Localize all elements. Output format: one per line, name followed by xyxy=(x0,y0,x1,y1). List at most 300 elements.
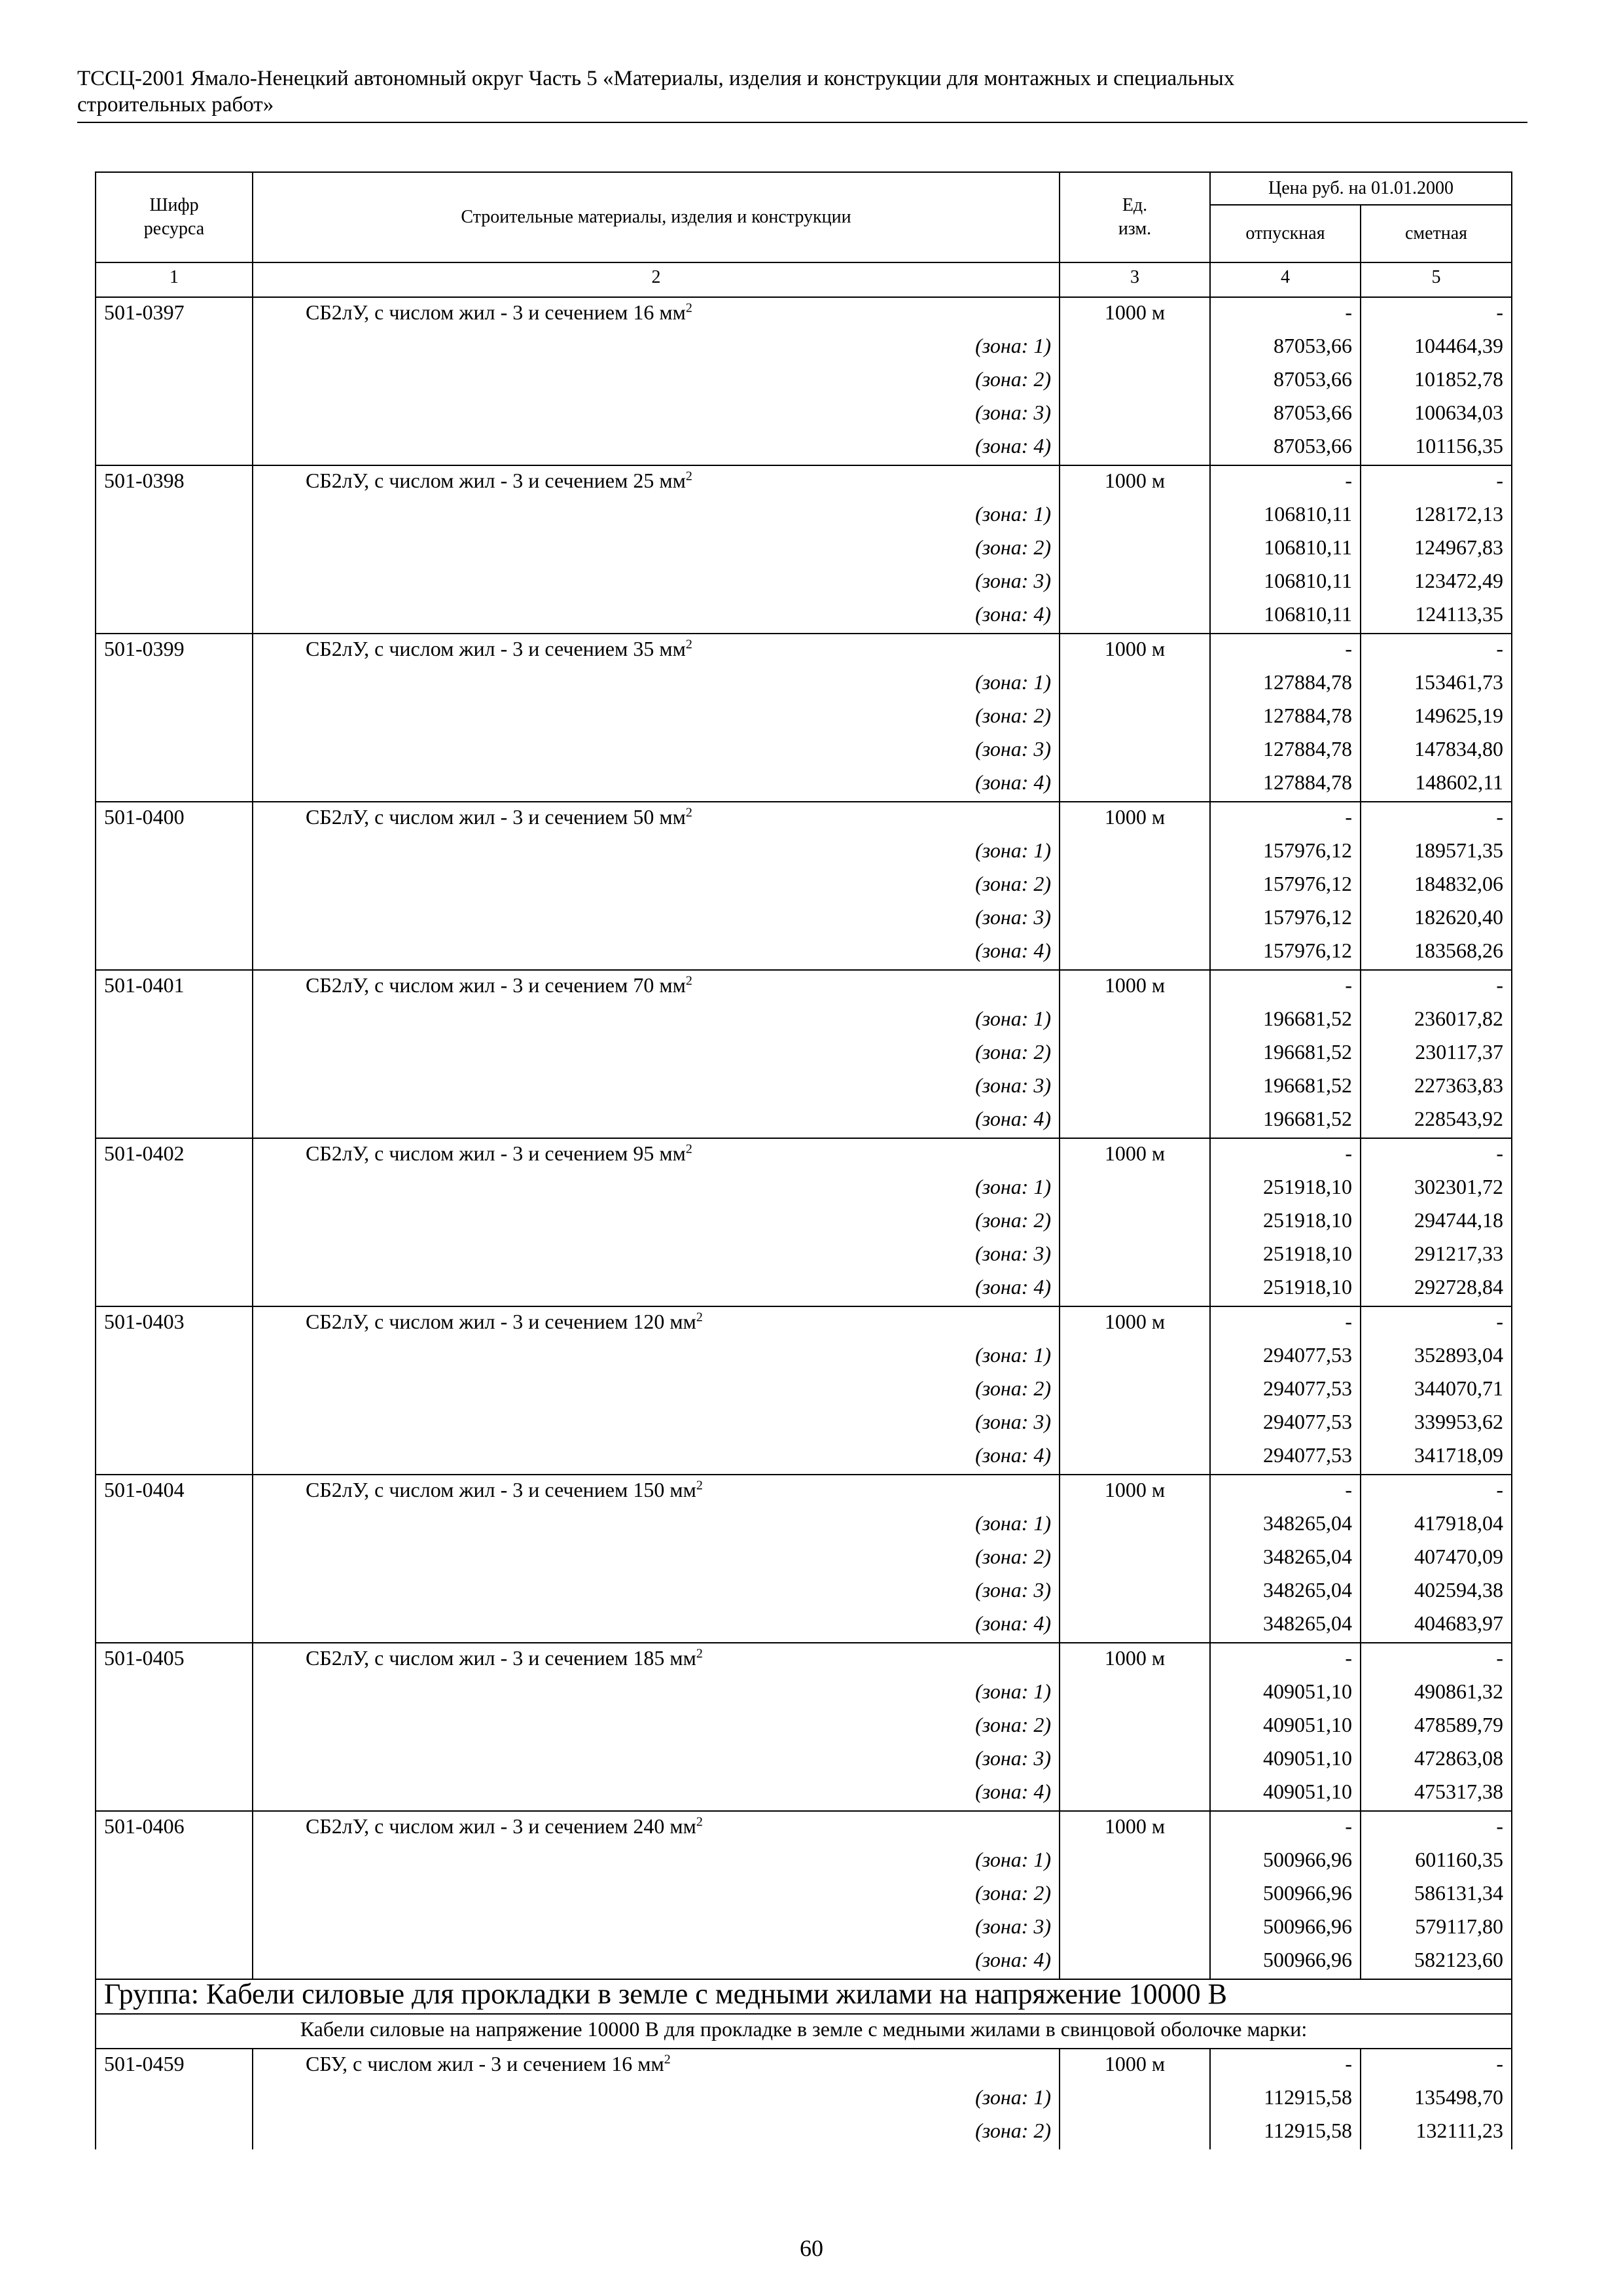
price-release: 106810,11 xyxy=(1210,600,1361,634)
price-estimate: - xyxy=(1361,1643,1512,1677)
col-header-code-line1: Шифр xyxy=(149,195,199,215)
zone-row xyxy=(96,836,1512,869)
zone-label: (зона: 1) xyxy=(253,1004,1060,1037)
price-release: 87053,66 xyxy=(1210,365,1361,398)
price-release: 251918,10 xyxy=(1210,1172,1361,1206)
unit-empty xyxy=(1060,1845,1210,1878)
price-estimate: 149625,19 xyxy=(1361,701,1512,734)
price-release: 127884,78 xyxy=(1210,668,1361,701)
table-header-row xyxy=(96,172,1512,205)
resource-code-empty xyxy=(96,1710,253,1744)
unit-empty xyxy=(1060,836,1210,869)
zone-row xyxy=(96,398,1512,431)
table-row xyxy=(96,1643,1512,1677)
unit-empty xyxy=(1060,1172,1210,1206)
zone-row xyxy=(96,936,1512,970)
resource-code-empty xyxy=(96,1004,253,1037)
price-estimate: 601160,35 xyxy=(1361,1845,1512,1878)
item-name-text: СБУ, с числом жил - 3 и сечением 16 мм xyxy=(306,2052,664,2075)
item-name-text: СБ2лУ, с числом жил - 3 и сечением 35 мм xyxy=(306,637,686,660)
price-estimate: - xyxy=(1361,634,1512,668)
table-body-2 xyxy=(96,2049,1512,2149)
unit-empty xyxy=(1060,1509,1210,1542)
zone-label: (зона: 1) xyxy=(253,331,1060,365)
resource-code-empty xyxy=(96,701,253,734)
price-release: 348265,04 xyxy=(1210,1609,1361,1643)
unit-empty xyxy=(1060,1104,1210,1138)
zone-label: (зона: 3) xyxy=(253,1407,1060,1441)
column-number-row xyxy=(96,262,1512,297)
price-estimate: - xyxy=(1361,465,1512,499)
page-number: 60 xyxy=(800,2235,823,2261)
unit-empty xyxy=(1060,533,1210,566)
zone-row xyxy=(96,869,1512,903)
price-release: 348265,04 xyxy=(1210,1542,1361,1575)
price-release: 196681,52 xyxy=(1210,1071,1361,1104)
resource-code-empty xyxy=(96,1509,253,1542)
unit-empty xyxy=(1060,1945,1210,1979)
zone-label: (зона: 4) xyxy=(253,1777,1060,1811)
zone-label: (зона: 2) xyxy=(253,1710,1060,1744)
zone-row xyxy=(96,1004,1512,1037)
unit-empty xyxy=(1060,1272,1210,1306)
unit-empty xyxy=(1060,1744,1210,1777)
unit-superscript: 2 xyxy=(664,2052,671,2067)
column-number: 5 xyxy=(1361,262,1512,297)
zone-label: (зона: 4) xyxy=(253,1441,1060,1475)
unit-empty xyxy=(1060,1878,1210,1912)
zone-label: (зона: 1) xyxy=(253,2083,1060,2116)
zone-label: (зона: 4) xyxy=(253,431,1060,465)
price-estimate: 184832,06 xyxy=(1361,869,1512,903)
zone-label: (зона: 2) xyxy=(253,1542,1060,1575)
table-row xyxy=(96,2049,1512,2083)
item-name xyxy=(253,634,1060,668)
item-name-text: СБ2лУ, с числом жил - 3 и сечением 70 мм xyxy=(306,973,686,997)
price-release: 157976,12 xyxy=(1210,836,1361,869)
price-estimate: 135498,70 xyxy=(1361,2083,1512,2116)
unit-empty xyxy=(1060,734,1210,768)
zone-row xyxy=(96,1104,1512,1138)
resource-code: 501-0397 xyxy=(96,297,253,331)
zone-row xyxy=(96,734,1512,768)
table-row xyxy=(96,465,1512,499)
unit: 1000 м xyxy=(1060,2049,1210,2083)
zone-row xyxy=(96,1172,1512,1206)
price-release: 409051,10 xyxy=(1210,1677,1361,1710)
zone-row xyxy=(96,566,1512,600)
table-row xyxy=(96,1138,1512,1172)
zone-row xyxy=(96,1575,1512,1609)
table-row xyxy=(96,1475,1512,1509)
price-estimate: 101156,35 xyxy=(1361,431,1512,465)
zone-label: (зона: 3) xyxy=(253,734,1060,768)
unit-empty xyxy=(1060,1677,1210,1710)
resource-code: 501-0401 xyxy=(96,970,253,1004)
unit-empty xyxy=(1060,365,1210,398)
zone-label: (зона: 4) xyxy=(253,1609,1060,1643)
zone-label: (зона: 3) xyxy=(253,903,1060,936)
zone-row xyxy=(96,1845,1512,1878)
table-row xyxy=(96,802,1512,836)
resource-code-empty xyxy=(96,499,253,533)
unit-empty xyxy=(1060,431,1210,465)
unit-empty xyxy=(1060,1542,1210,1575)
zone-row xyxy=(96,1609,1512,1643)
zone-row xyxy=(96,1878,1512,1912)
zone-label: (зона: 4) xyxy=(253,936,1060,970)
resource-code: 501-0398 xyxy=(96,465,253,499)
col-header-unit-line1: Ед. xyxy=(1122,195,1148,215)
unit-empty xyxy=(1060,1340,1210,1374)
resource-code: 501-0403 xyxy=(96,1306,253,1340)
header-rule xyxy=(77,122,1527,123)
zone-label: (зона: 1) xyxy=(253,1340,1060,1374)
unit-superscript: 2 xyxy=(685,973,692,988)
price-release: 106810,11 xyxy=(1210,533,1361,566)
unit-empty xyxy=(1060,1004,1210,1037)
price-estimate: 341718,09 xyxy=(1361,1441,1512,1475)
zone-label: (зона: 1) xyxy=(253,668,1060,701)
price-release: 157976,12 xyxy=(1210,869,1361,903)
zone-row xyxy=(96,1912,1512,1945)
price-release: 87053,66 xyxy=(1210,431,1361,465)
unit-empty xyxy=(1060,936,1210,970)
zone-label: (зона: 1) xyxy=(253,1677,1060,1710)
item-name xyxy=(253,297,1060,331)
price-release: 500966,96 xyxy=(1210,1912,1361,1945)
resource-code-empty xyxy=(96,600,253,634)
unit-superscript: 2 xyxy=(696,1478,703,1493)
price-estimate: 148602,11 xyxy=(1361,768,1512,802)
price-estimate: 228543,92 xyxy=(1361,1104,1512,1138)
subgroup-row xyxy=(96,2014,1512,2049)
col-header-unit xyxy=(1060,172,1210,262)
col-header-name: Строительные материалы, изделия и конструкции xyxy=(253,172,1060,262)
item-name-text: СБ2лУ, с числом жил - 3 и сечением 185 мм xyxy=(306,1646,696,1670)
price-release: 127884,78 xyxy=(1210,701,1361,734)
price-estimate: 153461,73 xyxy=(1361,668,1512,701)
price-estimate: - xyxy=(1361,1811,1512,1845)
resource-code-empty xyxy=(96,365,253,398)
resource-code-empty xyxy=(96,533,253,566)
group-title: Группа: Кабели силовые для прокладки в земле с медными жилами на напряжение 10000 В xyxy=(96,1979,1512,2014)
zone-row xyxy=(96,1777,1512,1811)
resource-code-empty xyxy=(96,1677,253,1710)
zone-row xyxy=(96,431,1512,465)
header-line-2: строительных работ» xyxy=(77,93,274,117)
zone-label: (зона: 1) xyxy=(253,499,1060,533)
unit-superscript: 2 xyxy=(696,1814,703,1829)
zone-label: (зона: 4) xyxy=(253,1104,1060,1138)
price-estimate: - xyxy=(1361,802,1512,836)
unit-empty xyxy=(1060,1037,1210,1071)
resource-code-empty xyxy=(96,1777,253,1811)
price-release: - xyxy=(1210,634,1361,668)
price-estimate: - xyxy=(1361,1475,1512,1509)
resource-code-empty xyxy=(96,1575,253,1609)
price-release: 112915,58 xyxy=(1210,2116,1361,2149)
price-release: 127884,78 xyxy=(1210,768,1361,802)
price-release: 106810,11 xyxy=(1210,566,1361,600)
resource-code: 501-0402 xyxy=(96,1138,253,1172)
price-estimate: - xyxy=(1361,1138,1512,1172)
resource-code-empty xyxy=(96,734,253,768)
unit-empty xyxy=(1060,1575,1210,1609)
unit-empty xyxy=(1060,1777,1210,1811)
price-release: 251918,10 xyxy=(1210,1206,1361,1239)
price-estimate: - xyxy=(1361,2049,1512,2083)
column-number: 3 xyxy=(1060,262,1210,297)
unit-empty xyxy=(1060,1239,1210,1272)
price-estimate: 490861,32 xyxy=(1361,1677,1512,1710)
price-release: 87053,66 xyxy=(1210,398,1361,431)
document-header xyxy=(77,65,1524,118)
unit-empty xyxy=(1060,566,1210,600)
col-header-price-group: Цена руб. на 01.01.2000 xyxy=(1210,172,1512,205)
unit: 1000 м xyxy=(1060,1306,1210,1340)
zone-label: (зона: 2) xyxy=(253,1037,1060,1071)
price-release: 294077,53 xyxy=(1210,1374,1361,1407)
zone-row xyxy=(96,365,1512,398)
zone-label: (зона: 1) xyxy=(253,1845,1060,1878)
price-release: - xyxy=(1210,465,1361,499)
resource-code-empty xyxy=(96,566,253,600)
zone-row xyxy=(96,499,1512,533)
zone-row xyxy=(96,2083,1512,2116)
price-release: - xyxy=(1210,297,1361,331)
item-name-text: СБ2лУ, с числом жил - 3 и сечением 240 мм xyxy=(306,1814,696,1838)
price-release: 294077,53 xyxy=(1210,1407,1361,1441)
price-release: 127884,78 xyxy=(1210,734,1361,768)
price-estimate: 183568,26 xyxy=(1361,936,1512,970)
price-estimate: 582123,60 xyxy=(1361,1945,1512,1979)
unit-empty xyxy=(1060,768,1210,802)
item-name xyxy=(253,1643,1060,1677)
unit-superscript: 2 xyxy=(685,637,692,652)
unit: 1000 м xyxy=(1060,634,1210,668)
col-header-unit-line2: изм. xyxy=(1118,219,1152,239)
resource-code-empty xyxy=(96,1340,253,1374)
price-release: 196681,52 xyxy=(1210,1104,1361,1138)
price-estimate: 407470,09 xyxy=(1361,1542,1512,1575)
price-release: 106810,11 xyxy=(1210,499,1361,533)
table-row xyxy=(96,297,1512,331)
unit: 1000 м xyxy=(1060,802,1210,836)
resource-code-empty xyxy=(96,2116,253,2149)
price-release: 409051,10 xyxy=(1210,1777,1361,1811)
resource-code-empty xyxy=(96,1945,253,1979)
table-row xyxy=(96,1306,1512,1340)
header-line-1: ТССЦ-2001 Ямало-Ненецкий автономный округ Часть 5 «Материалы, изделия и конструкции для монтажных и специальных xyxy=(77,67,1235,90)
resource-code-empty xyxy=(96,1878,253,1912)
zone-label: (зона: 3) xyxy=(253,1239,1060,1272)
unit: 1000 м xyxy=(1060,297,1210,331)
item-name-text: СБ2лУ, с числом жил - 3 и сечением 150 мм xyxy=(306,1478,696,1501)
resource-code-empty xyxy=(96,1206,253,1239)
item-name xyxy=(253,802,1060,836)
zone-label: (зона: 4) xyxy=(253,1272,1060,1306)
price-estimate: 132111,23 xyxy=(1361,2116,1512,2149)
resource-code-empty xyxy=(96,768,253,802)
price-estimate: 101852,78 xyxy=(1361,365,1512,398)
column-number: 1 xyxy=(96,262,253,297)
zone-row xyxy=(96,1542,1512,1575)
unit-empty xyxy=(1060,1374,1210,1407)
zone-label: (зона: 2) xyxy=(253,533,1060,566)
resource-code-empty xyxy=(96,1609,253,1643)
resource-code-empty xyxy=(96,1172,253,1206)
item-name xyxy=(253,1811,1060,1845)
unit-empty xyxy=(1060,499,1210,533)
unit-empty xyxy=(1060,1912,1210,1945)
unit-superscript: 2 xyxy=(685,300,692,315)
resource-code-empty xyxy=(96,1912,253,1945)
resource-code-empty xyxy=(96,903,253,936)
zone-row xyxy=(96,1677,1512,1710)
zone-label: (зона: 3) xyxy=(253,398,1060,431)
zone-row xyxy=(96,1509,1512,1542)
zone-label: (зона: 2) xyxy=(253,869,1060,903)
unit-empty xyxy=(1060,2116,1210,2149)
resource-code-empty xyxy=(96,1407,253,1441)
zone-row xyxy=(96,1374,1512,1407)
zone-row xyxy=(96,1945,1512,1979)
price-estimate: - xyxy=(1361,297,1512,331)
price-estimate: 128172,13 xyxy=(1361,499,1512,533)
price-release: 251918,10 xyxy=(1210,1272,1361,1306)
price-estimate: 292728,84 xyxy=(1361,1272,1512,1306)
zone-label: (зона: 3) xyxy=(253,1744,1060,1777)
resource-code-empty xyxy=(96,1845,253,1878)
table-body xyxy=(96,297,1512,1979)
unit-empty xyxy=(1060,1441,1210,1475)
col-header-code xyxy=(96,172,253,262)
price-release: - xyxy=(1210,970,1361,1004)
zone-label: (зона: 2) xyxy=(253,1878,1060,1912)
zone-row xyxy=(96,2116,1512,2149)
price-release: - xyxy=(1210,1138,1361,1172)
price-release: - xyxy=(1210,1306,1361,1340)
item-name-text: СБ2лУ, с числом жил - 3 и сечением 50 мм xyxy=(306,805,686,829)
price-estimate: 472863,08 xyxy=(1361,1744,1512,1777)
zone-label: (зона: 2) xyxy=(253,1374,1060,1407)
column-number: 4 xyxy=(1210,262,1361,297)
price-estimate: 302301,72 xyxy=(1361,1172,1512,1206)
item-name xyxy=(253,1306,1060,1340)
column-number: 2 xyxy=(253,262,1060,297)
price-estimate: 291217,33 xyxy=(1361,1239,1512,1272)
item-name xyxy=(253,1475,1060,1509)
zone-label: (зона: 2) xyxy=(253,1206,1060,1239)
zone-row xyxy=(96,668,1512,701)
unit-superscript: 2 xyxy=(696,1646,703,1661)
price-estimate: 579117,80 xyxy=(1361,1912,1512,1945)
zone-row xyxy=(96,1744,1512,1777)
unit: 1000 м xyxy=(1060,1138,1210,1172)
col-header-price-release: отпускная xyxy=(1210,205,1361,262)
price-estimate: 104464,39 xyxy=(1361,331,1512,365)
resource-code-empty xyxy=(96,1374,253,1407)
resource-code-empty xyxy=(96,1744,253,1777)
zone-label: (зона: 4) xyxy=(253,1945,1060,1979)
zone-row xyxy=(96,533,1512,566)
price-release: 157976,12 xyxy=(1210,903,1361,936)
unit: 1000 м xyxy=(1060,1475,1210,1509)
item-name-text: СБ2лУ, с числом жил - 3 и сечением 25 мм xyxy=(306,469,686,492)
unit-superscript: 2 xyxy=(685,1141,692,1157)
price-release: 294077,53 xyxy=(1210,1441,1361,1475)
price-estimate: 294744,18 xyxy=(1361,1206,1512,1239)
price-estimate: - xyxy=(1361,1306,1512,1340)
price-release: 196681,52 xyxy=(1210,1004,1361,1037)
price-estimate: 230117,37 xyxy=(1361,1037,1512,1071)
price-estimate: 227363,83 xyxy=(1361,1071,1512,1104)
subgroup-title: Кабели силовые на напряжение 10000 В для прокладке в земле с медными жилами в свинцовой оболочке марки: xyxy=(96,2014,1512,2049)
price-estimate: 475317,38 xyxy=(1361,1777,1512,1811)
zone-row xyxy=(96,1239,1512,1272)
resource-code-empty xyxy=(96,1542,253,1575)
price-release: 500966,96 xyxy=(1210,1845,1361,1878)
resource-code-empty xyxy=(96,1037,253,1071)
price-estimate: 123472,49 xyxy=(1361,566,1512,600)
unit-empty xyxy=(1060,1609,1210,1643)
price-estimate: 402594,38 xyxy=(1361,1575,1512,1609)
price-release: - xyxy=(1210,1811,1361,1845)
price-estimate: 182620,40 xyxy=(1361,903,1512,936)
price-estimate: 100634,03 xyxy=(1361,398,1512,431)
zone-row xyxy=(96,1441,1512,1475)
price-release: 112915,58 xyxy=(1210,2083,1361,2116)
resource-code: 501-0404 xyxy=(96,1475,253,1509)
resource-code-empty xyxy=(96,668,253,701)
price-estimate: 147834,80 xyxy=(1361,734,1512,768)
price-estimate: 478589,79 xyxy=(1361,1710,1512,1744)
price-release: 409051,10 xyxy=(1210,1710,1361,1744)
item-name-text: СБ2лУ, с числом жил - 3 и сечением 120 мм xyxy=(306,1310,696,1333)
item-name-text: СБ2лУ, с числом жил - 3 и сечением 16 мм xyxy=(306,300,686,324)
item-name xyxy=(253,2049,1060,2083)
unit-empty xyxy=(1060,701,1210,734)
resource-code-empty xyxy=(96,1071,253,1104)
unit: 1000 м xyxy=(1060,465,1210,499)
price-release: - xyxy=(1210,1643,1361,1677)
unit-empty xyxy=(1060,331,1210,365)
price-release: 157976,12 xyxy=(1210,936,1361,970)
item-name xyxy=(253,970,1060,1004)
unit-superscript: 2 xyxy=(685,469,692,484)
price-release: - xyxy=(1210,802,1361,836)
group-section xyxy=(96,1979,1512,2049)
resource-code-empty xyxy=(96,936,253,970)
table-row xyxy=(96,970,1512,1004)
unit-empty xyxy=(1060,1710,1210,1744)
zone-row xyxy=(96,903,1512,936)
resource-code-empty xyxy=(96,1272,253,1306)
price-release: 500966,96 xyxy=(1210,1878,1361,1912)
unit-empty xyxy=(1060,1206,1210,1239)
group-row xyxy=(96,1979,1512,2014)
zone-label: (зона: 2) xyxy=(253,2116,1060,2149)
unit-empty xyxy=(1060,903,1210,936)
resource-code: 501-0399 xyxy=(96,634,253,668)
unit: 1000 м xyxy=(1060,970,1210,1004)
unit-empty xyxy=(1060,1071,1210,1104)
resource-code-empty xyxy=(96,2083,253,2116)
zone-row xyxy=(96,1272,1512,1306)
zone-row xyxy=(96,1407,1512,1441)
resource-code: 501-0405 xyxy=(96,1643,253,1677)
